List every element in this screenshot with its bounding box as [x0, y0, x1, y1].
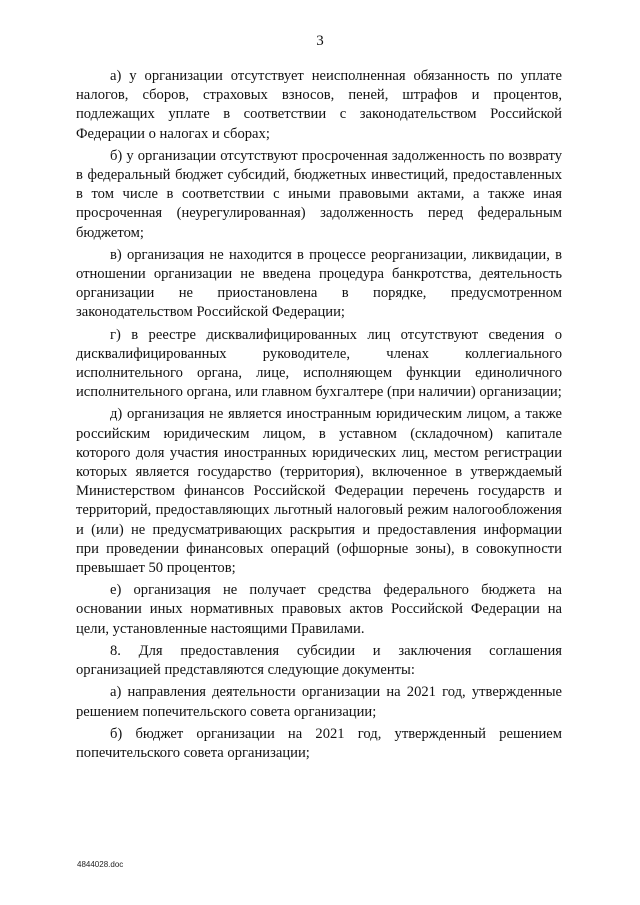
paragraph-8a-activity-directions: а) направления деятельности организации на 2021 год, утвержденные решением попечительского совета организации; — [76, 684, 562, 720]
paragraph-b-budget-debt: б) у организации отсутствуют просроченная задолженность по возврату в федеральный бюджет субсидий, бюджетных инвестиций, предоставленных в том числе в соответствии с иными правовыми актами, а также иная просроченная (неурегулированная) задолженность перед федеральным бюджетом; — [76, 147, 562, 241]
paragraph-e-other-funding: е) организация не получает средства федерального бюджета на основании иных нормативных правовых актов Российской Федерации на цели, установленные настоящими Правилами. — [76, 582, 562, 637]
paragraph-d-foreign-entity: д) организация не является иностранным юридическим лицом, а также российским юридическим лицом, в уставном (складочном) капитале которого доля участия иностранных юридических лиц, местом регистрации которых является государство (территория), включенное в утверждаемый Министерством финансов Российской Федерации перечень государств и территорий, предоставляющих льготный налоговый режим налогообложения и (или) не предусматривающих раскрытия и предоставления информации при проведении финансовых операций (офшорные зоны), в совокупности превышает 50 процентов; — [76, 406, 562, 577]
document-body — [76, 67, 562, 766]
paragraph-g-disqualified-persons: г) в реестре дисквалифицированных лиц отсутствуют сведения о дисквалифицированных руководителе, членах коллегиального исполнительного органа, лице, исполняющем функции единоличного исполнительного органа, или главном бухгалтере (при наличии) организации; — [76, 326, 562, 401]
paragraph-8b-budget: б) бюджет организации на 2021 год, утвержденный решением попечительского совета организации; — [76, 725, 562, 761]
paragraph-a-tax-obligations: а) у организации отсутствует неисполненная обязанность по уплате налогов, сборов, страховых взносов, пеней, штрафов и процентов, подлежащих уплате в соответствии с законодательством Российской Федерации о налогах и сборах; — [76, 68, 562, 142]
page-number: 3 — [316, 33, 324, 49]
document-file-code: 4844028.doc — [77, 860, 124, 869]
paragraph-v-reorganization: в) организация не находится в процессе реорганизации, ликвидации, в отношении организации не введена процедура банкротства, деятельность организации не приостановлена в порядке, предусмотренном законодательством Российской Федерации; — [76, 246, 562, 321]
paragraph-8-documents: 8. Для предоставления субсидии и заключения соглашения организацией представляются следующие документы: — [76, 642, 562, 679]
